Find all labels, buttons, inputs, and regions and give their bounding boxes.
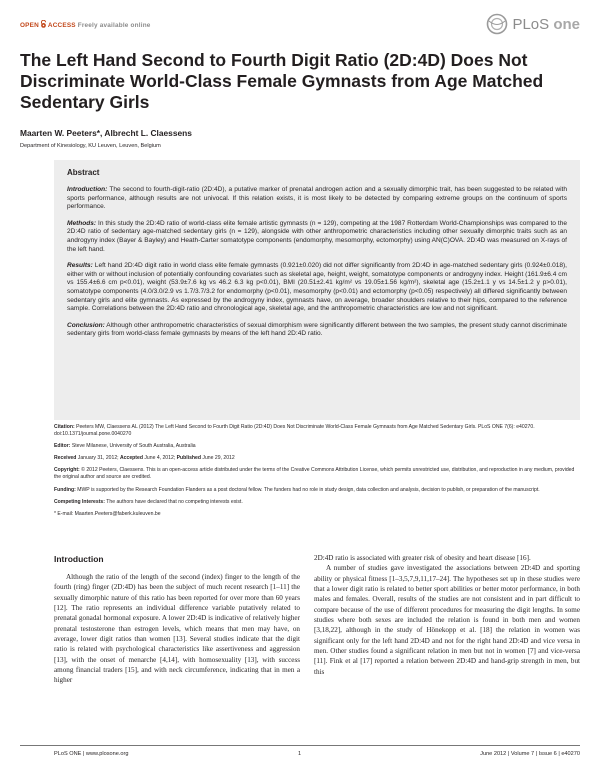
abstract-intro-label: Introduction: <box>67 186 108 193</box>
affiliation: Department of Kinesiology, KU Leuven, Leuven, Belgium <box>20 143 161 149</box>
open-access-label: OPEN <box>20 22 39 29</box>
intro-paragraph-3: A number of studies gave investigated the associations between 2D:4D and sporting ability or physical fitness [1–3,5,7,9,11,17–24]. The hypotheses set up in these studies were that a lower digit ratio is related to better sport abilities or better motor performance, in both males and females. Overall, results of the studies are not consistent and in part difficult to compare because of the use of different procedures for measuring the digit lengths. In some studies where both sexes are included the relation is found in both men and women [3,18,22], although in the study of Hönekopp et al. [18] the relation in women was significant only for the left hand 2D:4D and not for the right hand 2D:4D and vice versa in men. Other studies found a significant relation in men but not in women [7] and vice-versa [11]. Fink et al [17] reported a relation between 2D:4D and hand-grip strength in men, but this <box>314 564 580 676</box>
abstract-conclusion-label: Conclusion: <box>67 321 105 329</box>
received-date: January 31, 2012; <box>76 455 120 462</box>
competing-interests-text: The authors have declared that no competing interests exist. <box>104 498 243 505</box>
open-lock-icon <box>40 20 47 28</box>
abstract-results <box>67 262 567 314</box>
citation-label: Citation: <box>54 424 75 430</box>
abstract-heading: Abstract <box>67 168 100 177</box>
footer-journal-url: PLoS ONE | www.plosone.org <box>54 751 129 757</box>
abstract-intro-text: The second to fourth-digit-ratio (2D:4D), a putative marker of prenatal androgen action and a sexually dimorphic trait, has been suggested to be related with sports performance, although results are not univocal. If this relation exists, it is most likely to be detected by comparing extreme groups on the continuum of sports performance. <box>67 186 567 211</box>
abstract-results-text: Left hand 2D:4D digit ratio in world class elite female gymnasts (0.921±0.020) did not differ significantly from 2D:4D in age-matched sedentary girls (0.924±0.018), either with or without inclusion of potentially confounding covariates such as skeletal age, height, weight, somatotype components or androgyny index. Height (161.9±6.4 cm vs 155.4±6.6 cm p<0.01), weight (53.9±7.6 kg vs 46.2 6.3 kg p<0.01), BMI (20.51±2.41 kg/m² vs 19.05±1.56 kg/m²), skeletal age (15.2±1.1 y vs 14.5±1.2 y p>0.01), somatotype components (4.0/3.0/2.9 vs 1.7/3.7/3.2 for endomorphy (p<0.01), mesomorphy (p<0.01) and ectomorphy (p<0.05) respectively) all differed significantly between sedentary girls and elite gymnasts. As expressed by the androgyny index, gymnasts have, on average, broader shoulders relative to their hips, compared to the reference sample. Correlations between the 2D:4D ratio and chronological age, skeletal age, and the anthropometric characteristics are low and not significant. <box>67 262 567 313</box>
abstract-box <box>54 160 580 420</box>
abstract-methods <box>67 220 567 254</box>
plos-globe-icon <box>486 13 508 35</box>
abstract-introduction <box>67 186 567 212</box>
article-title: The Left Hand Second to Fourth Digit Ratio (2D:4D) Does Not Discriminate World-Class Female Gymnasts from Age Matched Sedentary Girls <box>20 50 544 112</box>
author-list: Maarten W. Peeters*, Albrecht L. Claessens <box>20 128 192 138</box>
abstract-results-label: Results: <box>67 262 93 270</box>
footer-issue-info: June 2012 | Volume 7 | Issue 6 | e40270 <box>480 751 580 757</box>
accepted-date: June 4, 2012; <box>142 455 177 462</box>
editor <box>54 443 580 450</box>
introduction-heading: Introduction <box>54 554 104 564</box>
competing-interests <box>54 499 580 506</box>
body-column-left <box>54 572 300 686</box>
journal-name-plos: PLoS <box>512 15 550 33</box>
competing-interests-label: Competing Interests: <box>54 498 105 505</box>
received-label: Received <box>54 455 77 462</box>
copyright-label: Copyright: <box>54 467 80 474</box>
citation-text: Peeters MW, Claessens AL (2012) The Left Hand Second to Fourth Digit Ratio (2D:4D) Does Not Discriminate World-Class Female Gymnasts from Age Matched Sedentary Girls. PLoS ONE 7(6): e40270. doi:10.1371/journal.pone.0040270 <box>54 424 535 438</box>
article-metadata <box>54 424 580 530</box>
copyright <box>54 467 580 481</box>
access-label: ACCESS <box>47 22 76 29</box>
accepted-label: Accepted <box>120 455 143 462</box>
published-date: June 29, 2012 <box>200 455 235 462</box>
funding <box>54 487 580 494</box>
abstract-conclusion-text: Although other anthropometric characteristics of sexual dimorphism were significantly different between the two samples, the present study cannot discriminate sedentary girls from world-class female gymnasts by means of the left hand 2D:4D ratio. <box>67 321 567 338</box>
editor-text: Steve Milanese, University of South Australia, Australia <box>70 443 196 450</box>
published-label: Published <box>176 455 201 462</box>
open-access-badge <box>20 20 151 29</box>
abstract-methods-text: In this study the 2D:4D ratio of world-class elite female artistic gymnasts (n = 129), competing at the 1987 Rotterdam World-Championships was compared to the 2D:4D ratio of sedentary age-matched sedentary girls (n = 129), alongside with other anthropometric characteristics including other sexually dimorphic traits such as an androgyny index (Bayer & Bayley) and Heath-Carter somatotype components (endomorphy, mesomorphy, ectomorphy) using AN(C)OVA. 2D:4D was measured on X-rays of the left hand. <box>67 219 567 253</box>
editor-label: Editor: <box>54 443 71 450</box>
copyright-text: © 2012 Peeters, Claessens. This is an open-access article distributed under the terms of the Creative Commons Attribution License, which permits unrestricted use, distribution, and reproduction in any medium, provided the original author and source are credited. <box>54 467 575 481</box>
funding-label: Funding: <box>54 486 76 493</box>
abstract-conclusion <box>67 322 567 339</box>
journal-name-one: one <box>553 15 580 33</box>
funding-text: MWP is supported by the Research Foundation Flanders as a post doctoral fellow. The funders had no role in study design, data collection and analysis, decision to publish, or preparation of the manuscript. <box>75 486 540 493</box>
plos-one-logo <box>486 13 580 35</box>
freely-available-label: Freely available online <box>77 22 151 29</box>
journal-header <box>20 12 580 40</box>
citation <box>54 424 580 438</box>
footer-divider <box>20 745 580 746</box>
intro-paragraph-1: Although the ratio of the length of the second (index) finger to the length of the fourth (ring) finger (2D:4D) has been the subject of much recent research [1–11] the sexually dimorphic nature of this ratio has been reported for over more than 60 years [12]. The ratio represents an individual difference variable putatively related to prenatal gonadal hormonal exposure. A lower 2D:4D is indicative of relatively higher prenatal testosterone than estrogen levels, which means that men may have, on average, lower digit ratios than women [13]. Several studies indicate that the digit ratio is related with psychological characteristics like assertiveness and aggression [13], with the onset of menarche [4,14], with homosexuality [13], with success among financial traders [15], and with neck circumference, indicating that in men a higher <box>54 573 300 685</box>
corresponding-email[interactable]: * E-mail: Maarten.Peeters@faberk.kuleuven.be <box>54 510 161 517</box>
abstract-methods-label: Methods: <box>67 219 97 227</box>
intro-paragraph-2: 2D:4D ratio is associated with greater risk of obesity and heart disease [16]. <box>314 554 531 562</box>
body-column-right <box>314 553 580 677</box>
journal-name <box>512 16 580 33</box>
page-number: 1 <box>298 751 302 757</box>
dates <box>54 455 580 462</box>
